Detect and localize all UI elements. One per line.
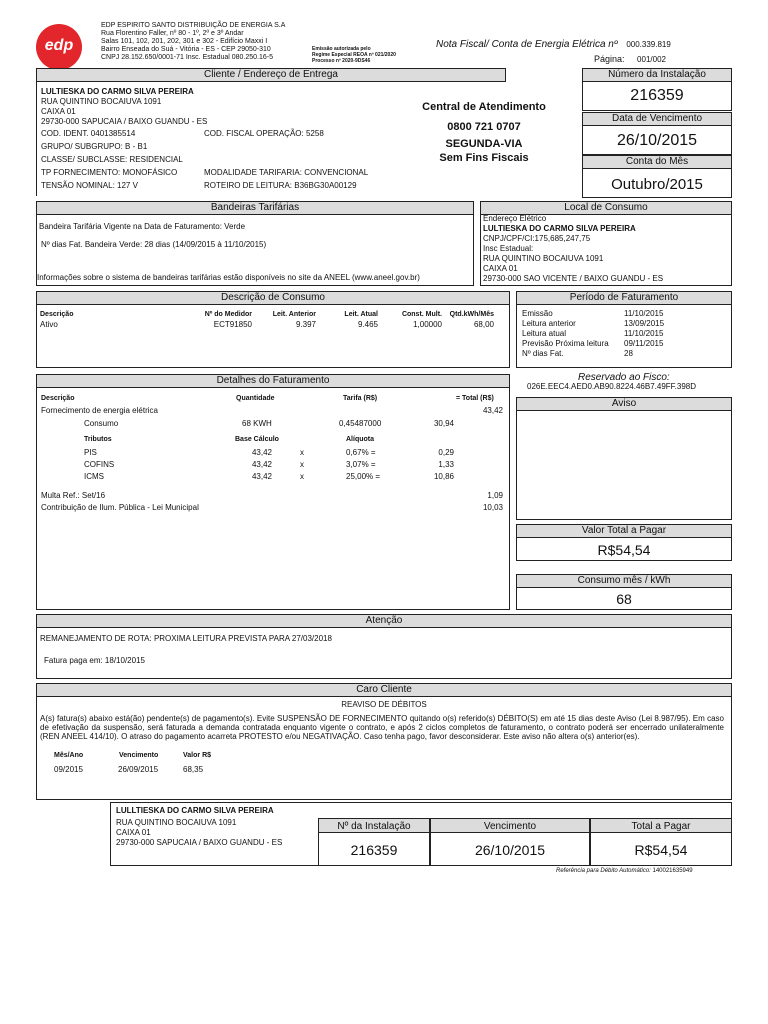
tax-x: x bbox=[300, 448, 304, 457]
multa-value: 1,09 bbox=[487, 491, 503, 500]
col-kwh: Qtd.kWh/Mês bbox=[449, 311, 494, 318]
local-complement: CAIXA 01 bbox=[483, 264, 518, 273]
company-address-1: Rua Florentino Faller, nº 80 - 1º, 2º e 3º Andar bbox=[101, 30, 244, 37]
tax-base: 43,42 bbox=[251, 448, 272, 457]
rate-header: Alíquota bbox=[346, 436, 374, 443]
customer-city: 29730-000 SAPUCAIA / BAIXO GUANDU - ES bbox=[41, 117, 208, 126]
consumption-header: Descrição de Consumo bbox=[36, 291, 510, 305]
invoice-title-label: Nota Fiscal/ Conta de Energia Elétrica nº bbox=[436, 39, 618, 50]
tax-name: COFINS bbox=[84, 460, 115, 469]
period-label: Emissão bbox=[522, 309, 553, 318]
flags-line-3: Informações sobre o sistema de bandeiras tarifárias estão disponíveis no site da ANEEL (www.aneel.gov.br) bbox=[37, 273, 420, 282]
tax-rate: 0,67% = bbox=[346, 448, 376, 457]
local-header: Local de Consumo bbox=[480, 201, 732, 215]
route-value: B36BG30A00129 bbox=[294, 181, 357, 190]
flags-line-1: Bandeira Tarifária Vigente na Data de Faturamento: Verde bbox=[39, 222, 246, 231]
dear-box bbox=[36, 696, 732, 800]
stub-name: LULLTIESKA DO CARMO SILVA PEREIRA bbox=[116, 806, 274, 815]
emission-note bbox=[312, 46, 396, 64]
central-fiscal: Sem Fins Fiscais bbox=[439, 152, 529, 164]
tax-row bbox=[84, 472, 454, 484]
modal-value: CONVENCIONAL bbox=[304, 168, 369, 177]
consumption-table bbox=[40, 310, 494, 330]
tension-label: TENSÃO NOMINAL: bbox=[41, 181, 115, 190]
kwh-value: 68 bbox=[516, 587, 732, 610]
period-value: 09/11/2015 bbox=[624, 339, 664, 348]
fisco-code: 026E.EEC4.AED0.AB90.8224.46B7.49FF.398D bbox=[527, 382, 696, 391]
company-address-2: Salas 101, 102, 201, 202, 301 e 302 - Edifício Maxxi I bbox=[101, 38, 268, 45]
stub-due-value: 26/10/2015 bbox=[430, 832, 590, 866]
stub-total-value: R$54,54 bbox=[590, 832, 732, 866]
billing-col-tariff: Tarifa (R$) bbox=[343, 395, 378, 402]
row-kwh: 68,00 bbox=[473, 320, 494, 329]
local-city: 29730-000 SAO VICENTE / BAIXO GUANDU - ES bbox=[483, 274, 664, 283]
tax-row bbox=[84, 448, 454, 460]
tax-base: 43,42 bbox=[251, 460, 272, 469]
stub-address bbox=[116, 806, 282, 848]
contrib-label: Contribuição de Ilum. Pública - Lei Municipal bbox=[41, 503, 199, 512]
billing-col-desc: Descrição bbox=[41, 395, 75, 402]
class-value: RESIDENCIAL bbox=[129, 155, 183, 164]
stub-city: 29730-000 SAPUCAIA / BAIXO GUANDU - ES bbox=[116, 838, 283, 847]
customer-details bbox=[41, 87, 421, 127]
attention-line-2: Fatura paga em: 18/10/2015 bbox=[44, 656, 145, 665]
col-desc: Descrição bbox=[40, 311, 74, 318]
tax-rate: 3,07% = bbox=[346, 460, 376, 469]
row-meter: ECT91850 bbox=[213, 320, 252, 329]
tax-header: Tributos bbox=[84, 436, 112, 443]
stub-inst-value: 216359 bbox=[318, 832, 430, 866]
dear-row-due: 26/09/2015 bbox=[118, 765, 159, 774]
col-meter: Nº do Medidor bbox=[204, 311, 252, 318]
dear-row-month: 09/2015 bbox=[54, 765, 83, 774]
total-header: Valor Total a Pagar bbox=[516, 524, 732, 538]
month-header: Conta do Mês bbox=[582, 155, 732, 169]
company-logo bbox=[36, 24, 82, 70]
stub-auto-value: 140021635949 bbox=[652, 868, 693, 874]
company-logo-text: edp bbox=[44, 37, 74, 54]
company-name: EDP ESPIRITO SANTO DISTRIBUIÇÃO DE ENERGIA S.A bbox=[101, 22, 286, 29]
due-header: Data de Vencimento bbox=[582, 112, 732, 126]
row-prev: 9.397 bbox=[295, 320, 316, 329]
invoice-title bbox=[436, 39, 671, 50]
dear-col-due: Vencimento bbox=[119, 752, 159, 759]
row-desc: Ativo bbox=[40, 320, 58, 329]
central-phone: 0800 721 0707 bbox=[447, 121, 521, 133]
attention-header: Atenção bbox=[36, 614, 732, 628]
col-prev: Leit. Anterior bbox=[272, 311, 316, 318]
local-label: Endereço Elétrico bbox=[483, 214, 547, 223]
supply-total: 43,42 bbox=[482, 406, 503, 415]
dear-col-value: Valor R$ bbox=[183, 752, 212, 759]
class-label: CLASSE/ SUBCLASSE: bbox=[41, 155, 128, 164]
period-value: 11/10/2015 bbox=[624, 309, 664, 318]
cod-fiscal-label: COD. FISCAL OPERAÇÃO: bbox=[204, 129, 304, 138]
period-value: 28 bbox=[624, 349, 633, 358]
contrib-value: 10,03 bbox=[482, 503, 503, 512]
period-label: Leitura atual bbox=[522, 329, 567, 338]
group-label: GRUPO/ SUBGRUPO: bbox=[41, 142, 123, 151]
local-street: RUA QUINTINO BOCAIUVA 1091 bbox=[483, 254, 604, 263]
consumo-label: Consumo bbox=[84, 419, 119, 428]
tax-name: PIS bbox=[84, 448, 97, 457]
tp-label: TP FORNECIMENTO: bbox=[41, 168, 121, 177]
col-curr: Leit. Atual bbox=[344, 311, 378, 318]
tax-x: x bbox=[300, 472, 304, 481]
tax-row bbox=[84, 460, 454, 472]
aviso-header: Aviso bbox=[516, 397, 732, 411]
tax-value: 0,29 bbox=[438, 448, 454, 457]
installation-header: Número da Instalação bbox=[582, 68, 732, 82]
attention-line-1: REMANEJAMENTO DE ROTA: PROXIMA LEITURA PREVISTA PARA 27/03/2018 bbox=[40, 634, 332, 643]
consumo-qty: 68 KWH bbox=[242, 419, 272, 428]
customer-complement: CAIXA 01 bbox=[41, 107, 76, 116]
period-value: 11/10/2015 bbox=[624, 329, 664, 338]
flags-line-2: Nº dias Fat. Bandeira Verde: 28 dias (14/09/2015 à 11/10/2015) bbox=[41, 240, 267, 249]
local-name: LULTIESKA DO CARMO SILVA PEREIRA bbox=[483, 224, 636, 233]
tension-value: 127 V bbox=[117, 181, 138, 190]
stub-total-header: Total a Pagar bbox=[590, 818, 732, 833]
period-label: Leitura anterior bbox=[522, 319, 576, 328]
invoice-page-value: 001/002 bbox=[637, 55, 666, 64]
tax-value: 10,86 bbox=[433, 472, 454, 481]
cod-ident-value: 0401385514 bbox=[90, 129, 136, 138]
customer-header: Cliente / Endereço de Entrega bbox=[36, 68, 506, 82]
dear-row-value: 68,35 bbox=[183, 765, 204, 774]
billing-header: Detalhes do Faturamento bbox=[36, 374, 510, 388]
central-atendimento bbox=[414, 100, 554, 165]
fisco-label: Reservado ao Fisco: bbox=[578, 372, 670, 383]
tax-rate: 25,00% = bbox=[346, 472, 381, 481]
tp-value: MONOFÁSICO bbox=[122, 168, 178, 177]
dear-text: A(s) fatura(s) abaixo está(ão) pendente(s) de pagamento(s). Evite SUSPENSÃO DE FORNECIMENTO quitando o(s) referido(s) DÉBITO(S) em até 15 dias deste Aviso (Lei 8.987/95). Em caso de efetivação da suspensão, será faturada a demanda contratada enquanto vigente o contrato, e após 2 ciclos completos de faturamento, o contrato poderá ser encerrado unilateralmente (REN ANEEL 414/10). O atraso do pagamento acarreta PROTESTO e/ou NEGATIVAÇÃO. Caso tenha pago, favor desconsiderar. Este aviso não altera o(s) anterior(es). bbox=[40, 714, 724, 741]
period-header: Período de Faturamento bbox=[516, 291, 732, 305]
period-label: Nº dias Fat. bbox=[522, 349, 564, 358]
invoice-page bbox=[594, 54, 666, 64]
dear-header: Caro Cliente bbox=[36, 683, 732, 697]
stub-complement: CAIXA 01 bbox=[116, 828, 151, 837]
row-curr: 9.465 bbox=[357, 320, 378, 329]
local-details bbox=[483, 214, 663, 284]
installation-number: 216359 bbox=[582, 81, 732, 111]
tax-base: 43,42 bbox=[251, 472, 272, 481]
local-insc: Insc Estadual: bbox=[483, 244, 534, 253]
base-header: Base Cálculo bbox=[235, 436, 279, 443]
total-value: R$54,54 bbox=[516, 537, 732, 561]
tax-x: x bbox=[300, 460, 304, 469]
tax-value: 1,33 bbox=[438, 460, 454, 469]
stub-auto-debit bbox=[556, 868, 693, 874]
invoice-page-label: Página: bbox=[594, 54, 625, 64]
customer-name: LULTIESKA DO CARMO SILVA PEREIRA bbox=[41, 87, 194, 96]
period-value: 13/09/2015 bbox=[624, 319, 665, 328]
stub-due-header: Vencimento bbox=[430, 818, 590, 833]
col-mult: Const. Mult. bbox=[401, 311, 442, 318]
stub-inst-header: Nº da Instalação bbox=[318, 818, 430, 833]
customer-box bbox=[36, 81, 38, 196]
company-address-3: Bairro Enseada do Suá - Vitória - ES - CEP 29050-310 bbox=[101, 46, 271, 53]
stub-street: RUA QUINTINO BOCAIUVA 1091 bbox=[116, 818, 237, 827]
customer-codes bbox=[41, 129, 441, 194]
cod-ident-label: COD. IDENT. bbox=[41, 129, 89, 138]
customer-street: RUA QUINTINO BOCAIUVA 1091 bbox=[41, 97, 162, 106]
cod-fiscal-value: 5258 bbox=[305, 129, 324, 138]
emission-note-line: Processo nº 2020-9DS46 bbox=[312, 58, 371, 64]
aviso-box bbox=[516, 410, 732, 520]
billing-col-total: = Total (R$) bbox=[456, 395, 494, 402]
billing-col-qty: Quantidade bbox=[236, 395, 275, 402]
flags-header: Bandeiras Tarifárias bbox=[36, 201, 474, 215]
due-date: 26/10/2015 bbox=[582, 125, 732, 155]
consumo-tariff: 0,45487000 bbox=[339, 419, 382, 428]
row-mult: 1,00000 bbox=[413, 320, 442, 329]
dear-title: REAVISO DE DÉBITOS bbox=[341, 700, 427, 709]
multa-label: Multa Ref.: Set/16 bbox=[41, 491, 106, 500]
period-table bbox=[522, 309, 664, 359]
local-cnpj: CNPJ/CPF/CI:175,685,247,75 bbox=[483, 234, 591, 243]
period-label: Previsão Próxima leitura bbox=[522, 339, 609, 348]
stub-auto-label: Referência para Débito Automático: bbox=[556, 868, 651, 874]
tax-name: ICMS bbox=[84, 472, 104, 481]
company-cnpj: CNPJ 28.152.650/0001-71 Insc. Estadual 080.250.16-5 bbox=[101, 54, 274, 61]
kwh-header: Consumo mês / kWh bbox=[516, 574, 732, 588]
invoice-number: 000.339.819 bbox=[626, 40, 671, 49]
modal-label: MODALIDADE TARIFARIA: bbox=[204, 168, 302, 177]
central-copy: SEGUNDA-VIA bbox=[445, 138, 523, 150]
month-value: Outubro/2015 bbox=[582, 168, 732, 198]
route-label: ROTEIRO DE LEITURA: bbox=[204, 181, 293, 190]
central-title: Central de Atendimento bbox=[422, 101, 546, 113]
consumo-total: 30,94 bbox=[433, 419, 454, 428]
company-info bbox=[101, 22, 285, 62]
dear-col-month: Mês/Ano bbox=[54, 752, 84, 759]
supply-label: Fornecimento de energia elétrica bbox=[41, 406, 158, 415]
emission-note-line: Regime Especial REOA nº 021/2020 bbox=[312, 52, 396, 58]
emission-note-line: Emissão autorizada pelo bbox=[312, 46, 371, 52]
group-value: B - B1 bbox=[125, 142, 148, 151]
